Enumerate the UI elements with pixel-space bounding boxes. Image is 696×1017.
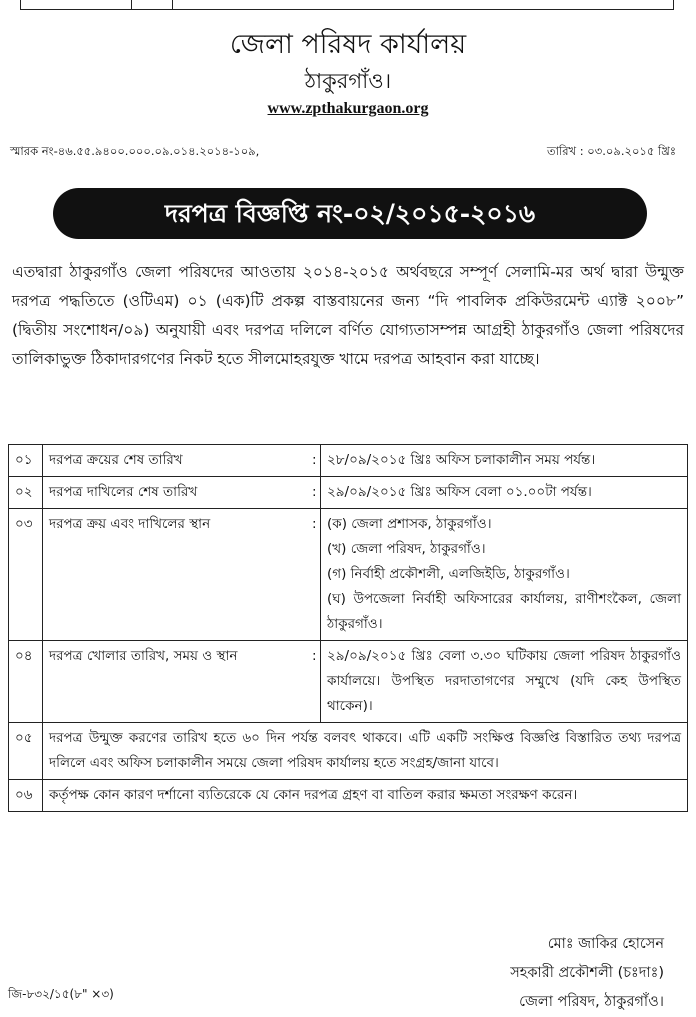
table-row: ০৩ দরপত্র ক্রয় এবং দাখিলের স্থান : (ক) জেলা প্রশাসক, ঠাকুরগাঁও। (খ) জেলা পরিষদ, ঠাকুরগাঁও। (গ) নির্বাহী প্রকৌশলী, এলজিইডি, ঠাকুরগাঁও। (ঘ) উপজেলা নির্বাহী অফিসারের কার্যালয়, রাণীশংকৈল, জেলা ঠাকুরগাঁও। [9,509,688,641]
row-value: ২৯/০৯/২০১৫ খ্রিঃ অফিস বেলা ০১.০০টা পর্যন্ত। [321,477,688,509]
table-row: ০৪ দরপত্র খোলার তারিখ, সময় ও স্থান : ২৯/০৯/২০১৫ খ্রিঃ বেলা ৩.৩০ ঘটিকায় জেলা পরিষদ ঠাকুরগাঁও কার্যালয়ে। উপস্থিত দরদাতাগণের সম্মুখে (যদি কেহ উপস্থিত থাকেন)। [9,641,688,723]
signatory-name: মোঃ জাকির হোসেন [547,936,664,952]
row-number: ০৬ [9,780,43,812]
intro-paragraph: এতদ্বারা ঠাকুরগাঁও জেলা পরিষদের আওতায় ২০১৪-২০১৫ অর্থবছরে সম্পূর্ণ সেলামি-মর অর্থ দ্বারা উন্মুক্ত দরপত্র পদ্ধতিতে (ওটিএম) ০১ (এক)টি প্রকল্প বাস্তবায়নের জন্য “দি পাবলিক প্রকিউরমেন্ট এ্যাক্ট ২০০৮” (দ্বিতীয় সংশোধন/০৯) অনুযায়ী এবং দরপত্র দলিলে বর্ণিত যোগ্যতাসম্পন্ন আগ্রহী ঠাকুরগাঁও জেলা পরিষদের তালিকাভুক্ত ঠিকাদারগণের নিকট হতে সীলমোহরযুক্ত খামে দরপত্র আহবান করা যাচ্ছে। [12,263,684,368]
notice-date: তারিখ : ০৩.০৯.২০১৫ খ্রিঃ [546,144,676,158]
place-item: (গ) নির্বাহী প্রকৌশলী, এলজিইডি, ঠাকুরগাঁও। [327,566,570,582]
office-name: জেলা পরিষদ কার্যালয় [229,29,467,60]
row-number: ০৪ [9,641,43,723]
row-number: ০৫ [9,723,43,780]
signature-block [510,930,664,1017]
row-number: ০২ [9,477,43,509]
signatory-title: সহকারী প্রকৌশলী (চঃদাঃ) [510,965,664,981]
city-name: ঠাকুরগাঁও। [304,69,392,93]
table-row [9,780,688,812]
tender-details-table [8,444,688,812]
row-text: দরপত্র উন্মুক্ত করণের তারিখ হতে ৬০ দিন পর্যন্ত বলবৎ থাকবে। এটি একটি সংক্ষিপ্ত বিজ্ঞপ্তি বিস্তারিত তথ্য দরপত্র দলিলে এবং অফিস চলাকালীন সময়ে জেলা পরিষদ কার্যালয় হতে সংগ্রহ/জানা যাবে। [43,723,688,780]
row-number: ০৩ [9,509,43,641]
table-row: ০২ দরপত্র দাখিলের শেষ তারিখ : ২৯/০৯/২০১৫ খ্রিঃ অফিস বেলা ০১.০০টা পর্যন্ত। [9,477,688,509]
row-label: দরপত্র ক্রয়ের শেষ তারিখ [43,445,311,477]
place-item: (ঘ) উপজেলা নির্বাহী অফিসারের কার্যালয়, রাণীশংকৈল, জেলা ঠাকুরগাঁও। [327,591,681,632]
website-link[interactable]: www.zpthakurgaon.org [267,100,429,117]
row-label: দরপত্র দাখিলের শেষ তারিখ [43,477,311,509]
row-label: দরপত্র খোলার তারিখ, সময় ও স্থান [43,641,311,723]
letterhead [0,28,696,118]
place-item: (ক) জেলা প্রশাসক, ঠাকুরগাঁও। [327,516,492,532]
row-label: দরপত্র ক্রয় এবং দাখিলের স্থান [43,509,311,641]
place-item: (খ) জেলা পরিষদ, ঠাকুরগাঁও। [327,541,486,557]
signatory-office: জেলা পরিষদ, ঠাকুরগাঁও। [519,994,664,1010]
memo-number: স্মারক নং-৪৬.৫৫.৯৪০০.০০০.০৯.০১৪.২০১৪-১০৯, [10,144,260,158]
row-value [321,509,688,641]
top-cut-border [0,0,696,12]
table-row [9,723,688,780]
reference-code: জি-৮৩২/১৫(৮" ×৩) [8,987,114,1001]
tender-title-banner: দরপত্র বিজ্ঞপ্তি নং-০২/২০১৫-২০১৬ [53,188,647,239]
row-value: ২৮/০৯/২০১৫ খ্রিঃ অফিস চলাকালীন সময় পর্যন্ত। [321,445,688,477]
table-row: ০১ দরপত্র ক্রয়ের শেষ তারিখ : ২৮/০৯/২০১৫ খ্রিঃ অফিস চলাকালীন সময় পর্যন্ত। [9,445,688,477]
row-value: ২৯/০৯/২০১৫ খ্রিঃ বেলা ৩.৩০ ঘটিকায় জেলা পরিষদ ঠাকুরগাঁও কার্যালয়ে। উপস্থিত দরদাতাগণের সম্মুখে (যদি কেহ উপস্থিত থাকেন)। [321,641,688,723]
row-text: কর্তৃপক্ষ কোন কারণ দর্শানো ব্যতিরেকে যে কোন দরপত্র গ্রহণ বা বাতিল করার ক্ষমতা সংরক্ষণ করেন। [43,780,688,812]
row-number: ০১ [9,445,43,477]
